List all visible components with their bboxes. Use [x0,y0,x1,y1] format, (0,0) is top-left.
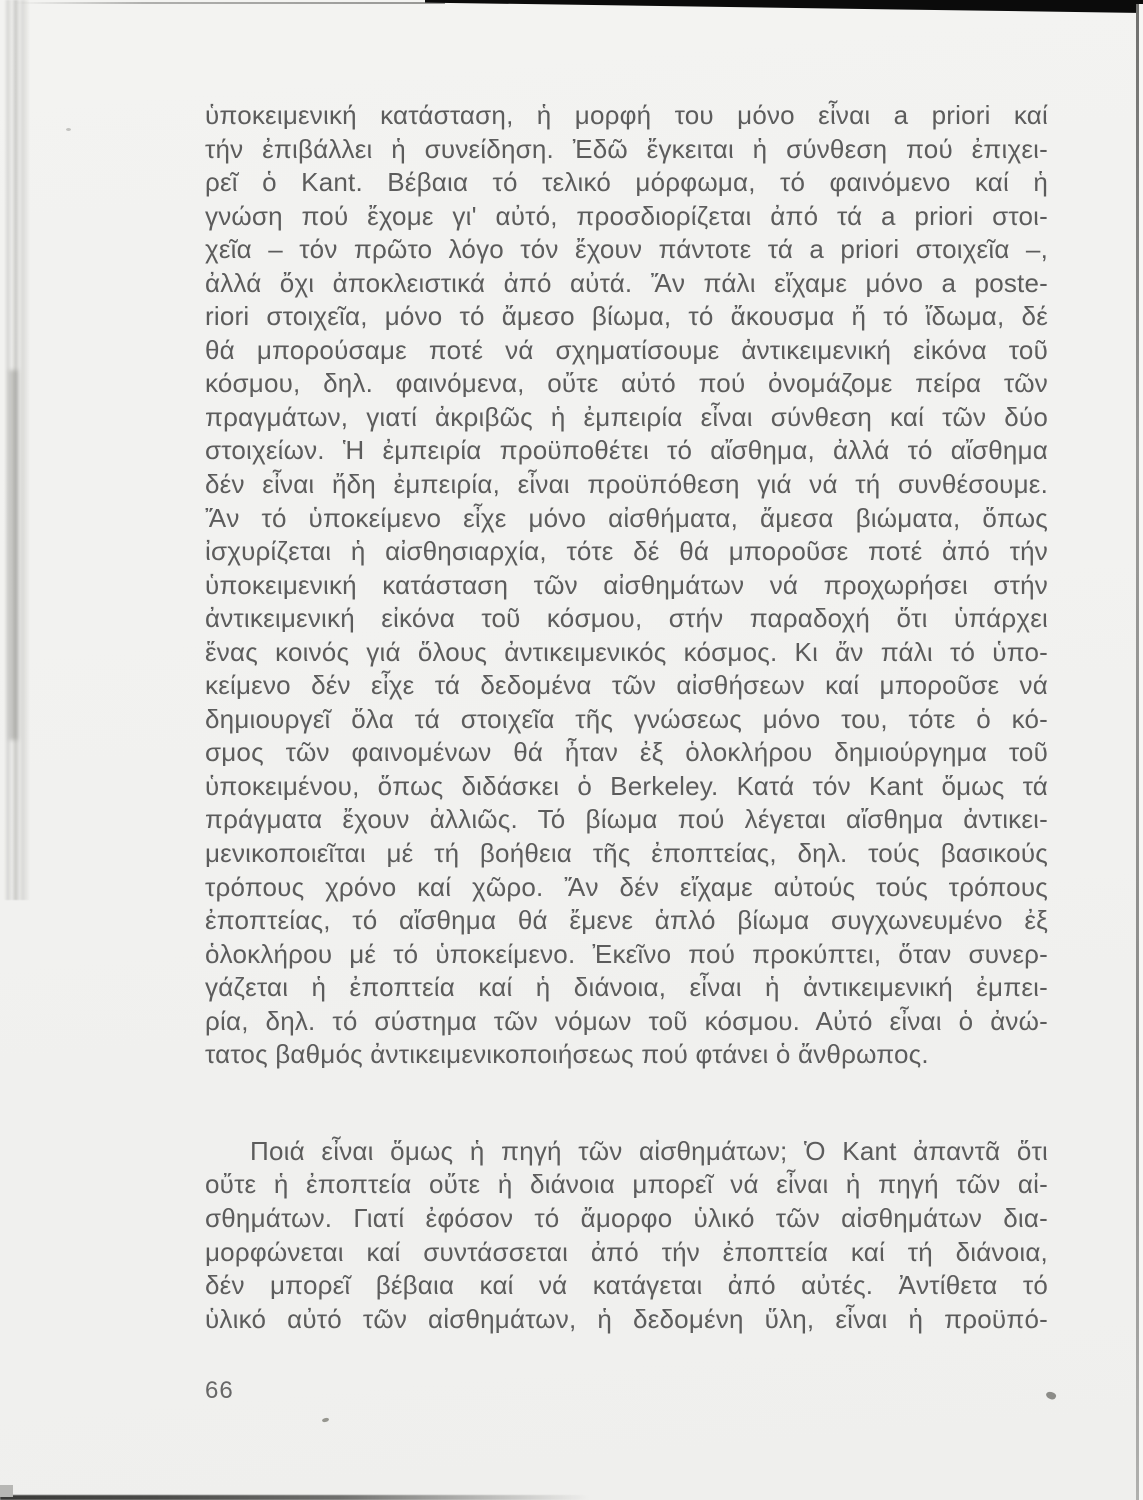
text-line: μορφώνεται καί συντάσσεται ἀπό τήν ἐποπτεία καί τή διάνοια, [205,1236,1048,1267]
text-line: ἕνας κοινός γιά ὅλους ἀντικειμενικός κόσμος. Κι ἄν πάλι τό ὑπο- [205,636,1048,667]
dust-speck [66,128,71,131]
left-binding-shadow-dark [9,370,18,740]
text-line: κείμενο δέν εἶχε τά δεδομένα τῶν αἰσθήσεων καί μποροῦσε νά [205,670,1048,701]
text-line: τρόπους χρόνο καί χῶρο. Ἄν δέν εἴχαμε αὐτούς τούς τρόπους [205,871,1048,902]
text-line: riori στοιχεῖα, μόνο τό ἄμεσο βίωμα, τό ἄκουσμα ἤ τό ἴδωμα, δέ [205,301,1048,332]
top-edge-hairline [15,2,445,4]
dust-speck [322,1417,330,1423]
bottom-left-corner-chip [0,1485,13,1497]
text-line: γάζεται ἡ ἐποπτεία καί ἡ διάνοια, εἶναι ἡ ἀντικειμενική ἐμπει- [205,972,1048,1003]
text-line: ἰσχυρίζεται ἡ αἰσθησιαρχία, τότε δέ θά μποροῦσε ποτέ ἀπό τήν [205,536,1048,567]
text-line: σθημάτων. Γιατί ἐφόσον τό ἄμορφο ὑλικό τῶν αἰσθημάτων δια- [205,1202,1048,1233]
paragraph [205,1135,1048,1336]
text-line: δέν εἶναι ἤδη ἐμπειρία, εἶναι προϋπόθεση γιά νά τή συνθέσουμε. [205,469,1048,500]
text-line: θά μπορούσαμε ποτέ νά σχηματίσουμε ἀντικειμενική εἰκόνα τοῦ [205,334,1048,365]
bottom-edge-smudge [0,1495,620,1500]
text-line: γνώση πού ἔχομε γι' αὐτό, προσδιορίζεται ἀπό τά a priori στοι- [205,200,1048,231]
text-line: τατος βαθμός ἀντικειμενικοποιήσεως πού φτάνει ὁ ἄνθρωπος. [205,1039,929,1070]
text-line: ὁλοκλήρου μέ τό ὑποκείμενο. Ἐκεῖνο πού προκύπτει, ὅταν συνερ- [205,938,1048,969]
text-line: ὑποκειμένου, ὅπως διδάσκει ὁ Berkeley. Κατά τόν Kant ὅμως τά [205,770,1048,801]
text-line: ρεῖ ὁ Kant. Βέβαια τό τελικό μόρφωμα, τό φαινόμενο καί ἡ [205,167,1048,198]
text-line: ὑποκειμενική κατάσταση τῶν αἰσθημάτων νά προχωρήσει στήν [205,569,1048,600]
text-line: δέν μπορεῖ βέβαια καί νά κατάγεται ἀπό αὐτές. Ἀντίθετα τό [205,1270,1048,1301]
text-line: πράγματα ἔχουν ἀλλιῶς. Τό βίωμα πού λέγεται αἴσθημα ἀντικει- [205,804,1048,835]
text-column [205,99,1048,1336]
text-line: τήν ἐπιβάλλει ἡ συνείδηση. Ἐδῶ ἔγκειται ἡ σύνθεση πού ἐπιχει- [205,133,1048,164]
text-line: χεῖα – τόν πρῶτο λόγο τόν ἔχουν πάντοτε τά a priori στοιχεῖα –, [205,234,1048,265]
text-line: ὑλικό αὐτό τῶν αἰσθημάτων, ἡ δεδομένη ὕλη, εἶναι ἡ προϋπό- [205,1303,1048,1334]
text-line: ἐποπτείας, τό αἴσθημα θά ἔμενε ἁπλό βίωμα συγχωνευμένο ἐξ [205,905,1048,936]
right-page-edge-strip [1139,4,1143,1500]
text-line: Ποιά εἶναι ὅμως ἡ πηγή τῶν αἰσθημάτων; Ὁ Kant ἀπαντᾶ ὅτι [250,1135,1048,1166]
text-line: ἀντικειμενική εἰκόνα τοῦ κόσμου, στήν παραδοχή ὅτι ὑπάρχει [205,603,1048,634]
text-line: κόσμου, δηλ. φαινόμενα, οὔτε αὐτό πού ὀνομάζομε πείρα τῶν [205,368,1048,399]
text-line: σμος τῶν φαινομένων θά ἦταν ἐξ ὁλοκλήρου δημιούργημα τοῦ [205,737,1048,768]
page-number: 66 [205,1377,234,1404]
text-line: ρία, δηλ. τό σύστημα τῶν νόμων τοῦ κόσμου. Αὐτό εἶναι ὁ ἀνώ- [205,1005,1048,1036]
text-line: στοιχείων. Ἡ ἐμπειρία προϋποθέτει τό αἴσθημα, ἀλλά τό αἴσθημα [205,435,1048,466]
text-line: μενικοποιεῖται μέ τή βοήθεια τῆς ἐποπτείας, δηλ. τούς βασικούς [205,838,1048,869]
paragraph [205,99,1048,1072]
text-line: πραγμάτων, γιατί ἀκριβῶς ἡ ἐμπειρία εἶναι σύνθεση καί τῶν δύο [205,401,1048,432]
top-edge-black-wedge [425,0,1143,13]
text-line: ὑποκειμενική κατάσταση, ἡ μορφή του μόνο εἶναι a priori καί [205,100,1048,130]
text-line: ἀλλά ὄχι ἀποκλειστικά ἀπό αὐτά. Ἄν πάλι εἴχαμε μόνο a poste- [205,267,1048,298]
dust-speck [1045,1390,1057,1401]
text-line: δημιουργεῖ ὅλα τά στοιχεῖα τῆς γνώσεως μόνο του, τότε ὁ κό- [205,703,1048,734]
text-line: οὔτε ἡ ἐποπτεία οὔτε ἡ διάνοια μπορεῖ νά εἶναι ἡ πηγή τῶν αἰ- [205,1169,1048,1200]
right-page-edge-line [1136,4,1139,1500]
text-line: Ἄν τό ὑποκείμενο εἶχε μόνο αἰσθήματα, ἄμεσα βιώματα, ὅπως [205,502,1048,533]
